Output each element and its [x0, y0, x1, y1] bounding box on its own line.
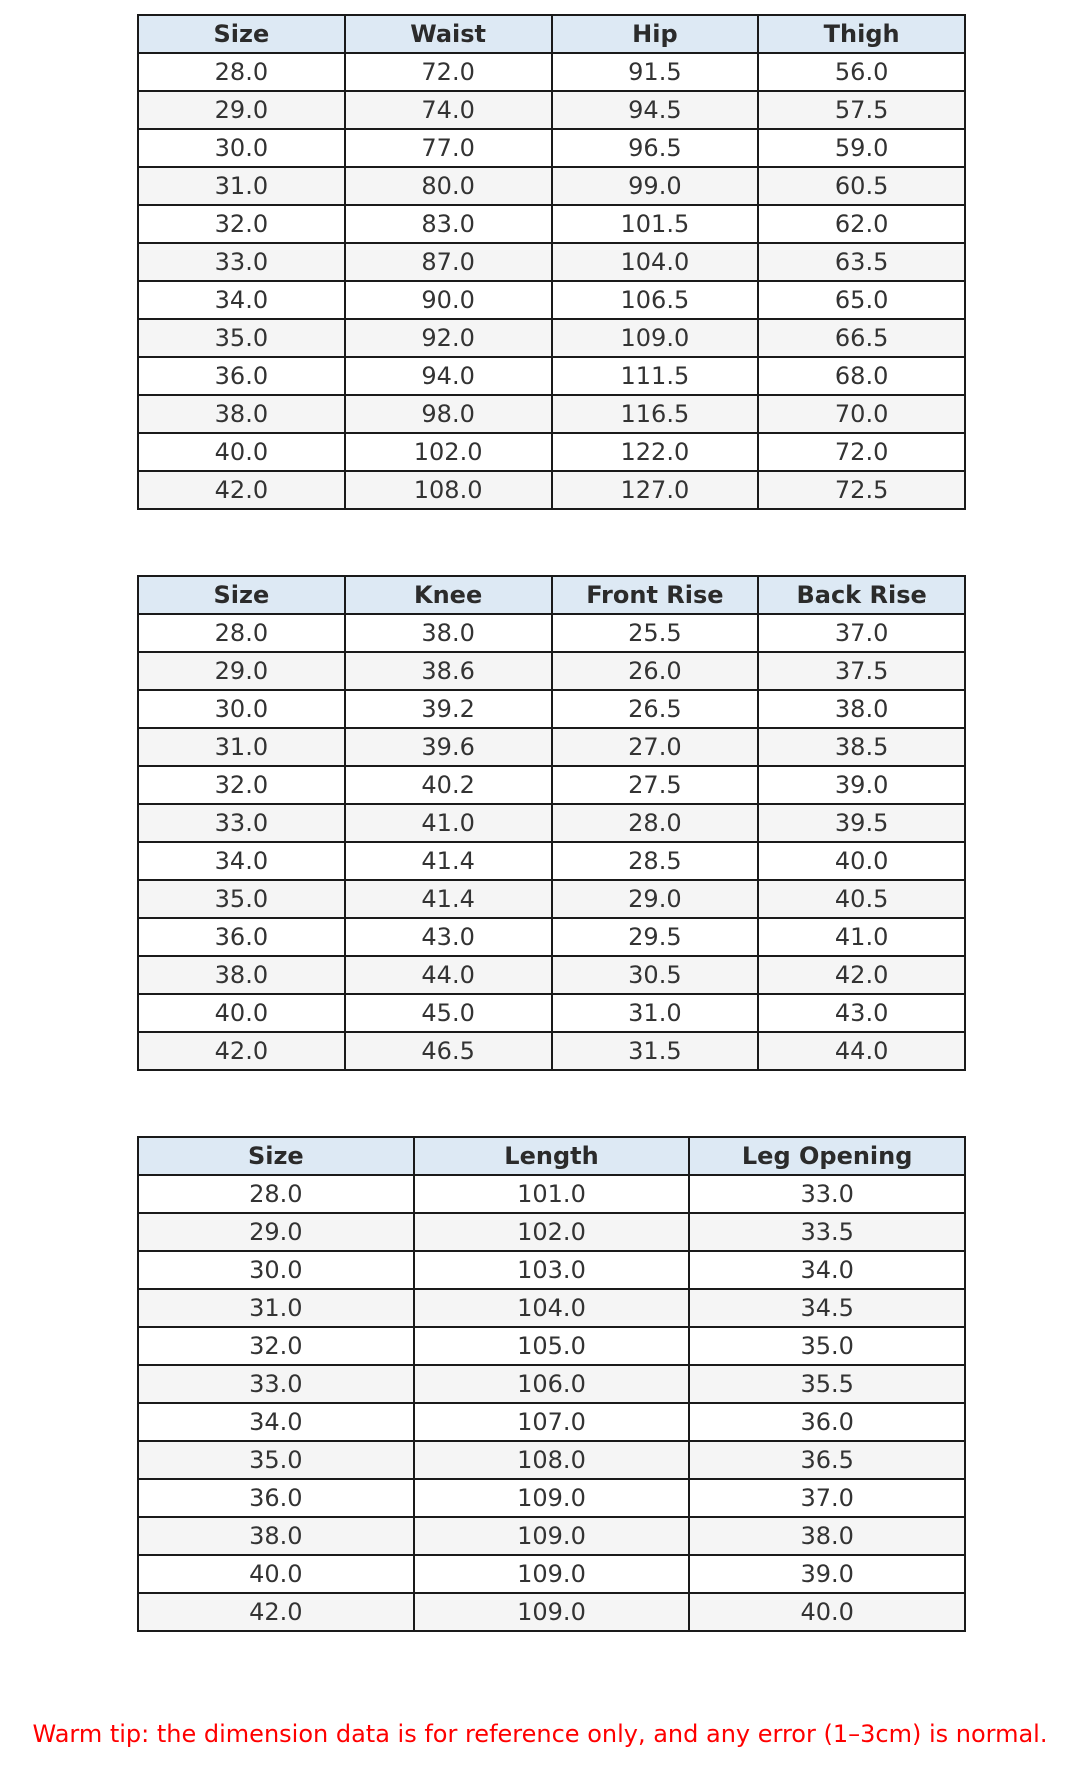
column-header: Size	[138, 576, 345, 614]
table-cell: 33.5	[689, 1213, 965, 1251]
table-cell: 27.0	[552, 728, 759, 766]
table-cell: 38.0	[758, 690, 965, 728]
table-row	[138, 1327, 965, 1365]
table-cell: 101.5	[552, 205, 759, 243]
table-header-row	[138, 15, 965, 53]
table-cell: 106.5	[552, 281, 759, 319]
table-cell: 91.5	[552, 53, 759, 91]
table-cell: 26.0	[552, 652, 759, 690]
table-cell: 40.0	[758, 842, 965, 880]
table-row	[138, 1441, 965, 1479]
table-cell: 36.0	[138, 357, 345, 395]
table-row	[138, 652, 965, 690]
table-cell: 109.0	[414, 1479, 690, 1517]
table-cell: 31.0	[138, 1289, 414, 1327]
table-cell: 33.0	[138, 804, 345, 842]
table-cell: 42.0	[138, 1032, 345, 1070]
table-cell: 72.0	[345, 53, 552, 91]
column-header: Leg Opening	[689, 1137, 965, 1175]
table-cell: 127.0	[552, 471, 759, 509]
table-cell: 94.0	[345, 357, 552, 395]
table-cell: 40.0	[689, 1593, 965, 1631]
table-cell: 106.0	[414, 1365, 690, 1403]
table-cell: 60.5	[758, 167, 965, 205]
table-cell: 40.5	[758, 880, 965, 918]
table-cell: 59.0	[758, 129, 965, 167]
table-cell: 104.0	[552, 243, 759, 281]
table-cell: 90.0	[345, 281, 552, 319]
table-cell: 80.0	[345, 167, 552, 205]
table-cell: 36.5	[689, 1441, 965, 1479]
table-cell: 29.5	[552, 918, 759, 956]
table-row	[138, 1251, 965, 1289]
table-row	[138, 1175, 965, 1213]
table-row	[138, 1555, 965, 1593]
table-cell: 43.0	[758, 994, 965, 1032]
table-cell: 41.0	[345, 804, 552, 842]
table-cell: 31.0	[138, 728, 345, 766]
table-cell: 29.0	[138, 1213, 414, 1251]
table-row	[138, 804, 965, 842]
table-cell: 39.5	[758, 804, 965, 842]
table-cell: 34.0	[689, 1251, 965, 1289]
table-cell: 68.0	[758, 357, 965, 395]
table-row	[138, 880, 965, 918]
table-cell: 32.0	[138, 1327, 414, 1365]
table-row	[138, 614, 965, 652]
table-cell: 116.5	[552, 395, 759, 433]
table-cell: 65.0	[758, 281, 965, 319]
table-row	[138, 842, 965, 880]
table-row	[138, 918, 965, 956]
table-cell: 29.0	[138, 652, 345, 690]
table-cell: 43.0	[345, 918, 552, 956]
table-cell: 96.5	[552, 129, 759, 167]
table-cell: 98.0	[345, 395, 552, 433]
table-cell: 36.0	[138, 1479, 414, 1517]
table-cell: 94.5	[552, 91, 759, 129]
table-cell: 35.0	[689, 1327, 965, 1365]
table-row	[138, 1213, 965, 1251]
table-cell: 56.0	[758, 53, 965, 91]
column-header: Waist	[345, 15, 552, 53]
table-cell: 83.0	[345, 205, 552, 243]
table-cell: 107.0	[414, 1403, 690, 1441]
table-cell: 30.0	[138, 129, 345, 167]
table-cell: 37.5	[758, 652, 965, 690]
table-cell: 109.0	[414, 1555, 690, 1593]
table-cell: 108.0	[414, 1441, 690, 1479]
table-cell: 109.0	[414, 1517, 690, 1555]
column-header: Back Rise	[758, 576, 965, 614]
table-row	[138, 129, 965, 167]
table-row	[138, 1403, 965, 1441]
table-cell: 42.0	[138, 471, 345, 509]
table-cell: 41.0	[758, 918, 965, 956]
table-cell: 38.5	[758, 728, 965, 766]
table-cell: 44.0	[758, 1032, 965, 1070]
table-cell: 41.4	[345, 842, 552, 880]
table-cell: 45.0	[345, 994, 552, 1032]
table-cell: 38.0	[345, 614, 552, 652]
table-cell: 33.0	[689, 1175, 965, 1213]
table-cell: 31.0	[138, 167, 345, 205]
table-cell: 34.5	[689, 1289, 965, 1327]
table-row	[138, 281, 965, 319]
table-cell: 36.0	[138, 918, 345, 956]
table-cell: 33.0	[138, 1365, 414, 1403]
size-table-waist-hip-thigh	[137, 14, 966, 510]
table-cell: 36.0	[689, 1403, 965, 1441]
table-row	[138, 1517, 965, 1555]
table-row	[138, 167, 965, 205]
table-cell: 33.0	[138, 243, 345, 281]
column-header: Length	[414, 1137, 690, 1175]
table-cell: 105.0	[414, 1327, 690, 1365]
table-row	[138, 1479, 965, 1517]
table-cell: 38.6	[345, 652, 552, 690]
table-cell: 70.0	[758, 395, 965, 433]
table-cell: 72.5	[758, 471, 965, 509]
table-cell: 32.0	[138, 205, 345, 243]
table-cell: 39.0	[758, 766, 965, 804]
table-cell: 38.0	[689, 1517, 965, 1555]
table-cell: 29.0	[138, 91, 345, 129]
table-cell: 63.5	[758, 243, 965, 281]
table-header-row	[138, 576, 965, 614]
warm-tip-note: Warm tip: the dimension data is for reference only, and any error (1–3cm) is normal.	[32, 1720, 1048, 1748]
table-cell: 38.0	[138, 1517, 414, 1555]
table-row	[138, 91, 965, 129]
table-row	[138, 357, 965, 395]
table-cell: 38.0	[138, 956, 345, 994]
table-cell: 34.0	[138, 281, 345, 319]
table-cell: 46.5	[345, 1032, 552, 1070]
table-cell: 92.0	[345, 319, 552, 357]
table-row	[138, 1365, 965, 1403]
table-row	[138, 243, 965, 281]
table-row	[138, 471, 965, 509]
table-cell: 30.0	[138, 1251, 414, 1289]
column-header: Hip	[552, 15, 759, 53]
table-cell: 40.0	[138, 1555, 414, 1593]
table-cell: 101.0	[414, 1175, 690, 1213]
table-cell: 108.0	[345, 471, 552, 509]
table-cell: 40.0	[138, 994, 345, 1032]
table-cell: 41.4	[345, 880, 552, 918]
table-cell: 34.0	[138, 1403, 414, 1441]
table-cell: 102.0	[345, 433, 552, 471]
table-cell: 44.0	[345, 956, 552, 994]
table-cell: 30.0	[138, 690, 345, 728]
table-row	[138, 728, 965, 766]
table-cell: 40.0	[138, 433, 345, 471]
table-cell: 87.0	[345, 243, 552, 281]
table-cell: 37.0	[689, 1479, 965, 1517]
table-cell: 29.0	[552, 880, 759, 918]
table-cell: 26.5	[552, 690, 759, 728]
table-cell: 28.0	[552, 804, 759, 842]
table-row	[138, 319, 965, 357]
table-cell: 28.5	[552, 842, 759, 880]
table-cell: 74.0	[345, 91, 552, 129]
table-cell: 104.0	[414, 1289, 690, 1327]
table-cell: 62.0	[758, 205, 965, 243]
table-cell: 103.0	[414, 1251, 690, 1289]
table-cell: 35.0	[138, 319, 345, 357]
column-header: Front Rise	[552, 576, 759, 614]
table-cell: 99.0	[552, 167, 759, 205]
table-cell: 32.0	[138, 766, 345, 804]
table-cell: 40.2	[345, 766, 552, 804]
table-row	[138, 1289, 965, 1327]
table-cell: 27.5	[552, 766, 759, 804]
table-cell: 66.5	[758, 319, 965, 357]
table-cell: 30.5	[552, 956, 759, 994]
column-header: Size	[138, 1137, 414, 1175]
table-cell: 28.0	[138, 614, 345, 652]
table-cell: 122.0	[552, 433, 759, 471]
size-table-length-leg-opening	[137, 1136, 966, 1632]
table-cell: 42.0	[758, 956, 965, 994]
table-cell: 109.0	[414, 1593, 690, 1631]
table-header-row	[138, 1137, 965, 1175]
table-cell: 28.0	[138, 1175, 414, 1213]
table-row	[138, 766, 965, 804]
table-row	[138, 395, 965, 433]
table-row	[138, 1593, 965, 1631]
table-cell: 34.0	[138, 842, 345, 880]
table-cell: 38.0	[138, 395, 345, 433]
table-cell: 57.5	[758, 91, 965, 129]
table-cell: 25.5	[552, 614, 759, 652]
table-row	[138, 53, 965, 91]
table-cell: 35.0	[138, 880, 345, 918]
table-row	[138, 1032, 965, 1070]
table-cell: 35.5	[689, 1365, 965, 1403]
column-header: Knee	[345, 576, 552, 614]
table-cell: 37.0	[758, 614, 965, 652]
size-table-knee-rise	[137, 575, 966, 1071]
table-cell: 39.2	[345, 690, 552, 728]
table-row	[138, 690, 965, 728]
table-cell: 28.0	[138, 53, 345, 91]
table-cell: 39.0	[689, 1555, 965, 1593]
table-cell: 102.0	[414, 1213, 690, 1251]
table-cell: 35.0	[138, 1441, 414, 1479]
column-header: Size	[138, 15, 345, 53]
table-cell: 77.0	[345, 129, 552, 167]
table-cell: 42.0	[138, 1593, 414, 1631]
table-cell: 109.0	[552, 319, 759, 357]
table-cell: 111.5	[552, 357, 759, 395]
table-cell: 39.6	[345, 728, 552, 766]
table-cell: 31.0	[552, 994, 759, 1032]
table-row	[138, 433, 965, 471]
table-cell: 31.5	[552, 1032, 759, 1070]
table-row	[138, 205, 965, 243]
table-row	[138, 994, 965, 1032]
table-cell: 72.0	[758, 433, 965, 471]
table-row	[138, 956, 965, 994]
column-header: Thigh	[758, 15, 965, 53]
